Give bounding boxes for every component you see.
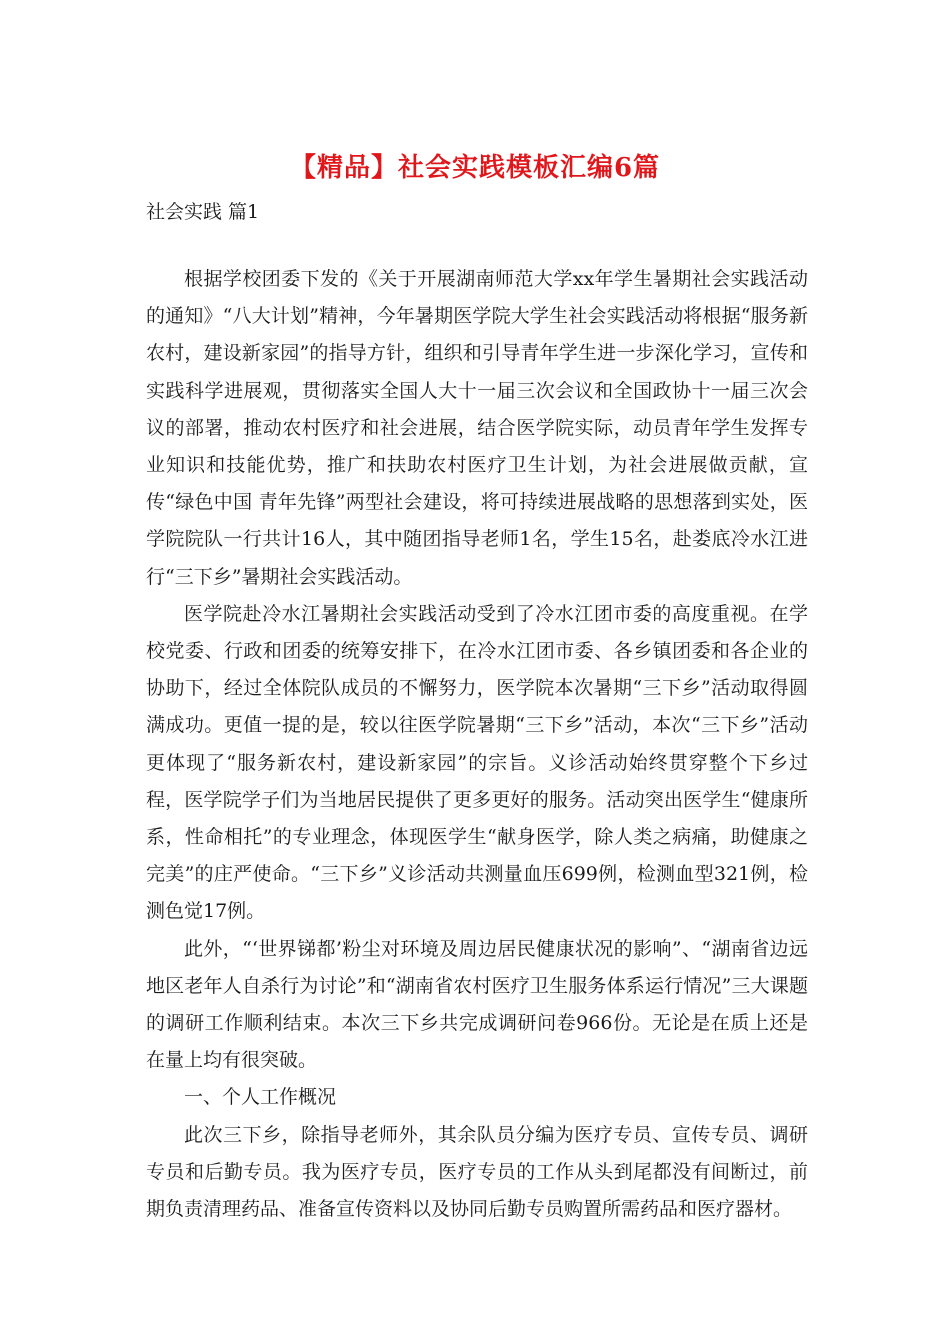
paragraph: 此次三下乡，除指导老师外，其余队员分编为医疗专员、宣传专员、调研专员和后勤专员。我为医疗专员，医疗专员的工作从头到尾都没有间断过，前期负责清理药品、准备宣传资料以及协同后勤专员购置所需药品和医疗器材。 xyxy=(146,1123,808,1221)
paragraph: 此外，“‘世界锑都’粉尘对环境及周边居民健康状况的影响”、“湖南省边远地区老年人自杀行为讨论”和“湖南省农村医疗卫生服务体系运行情况”三大课题的调研工作顺利结束。本次三下乡共完成调研问卷966份。无论是在质上还是在量上均有很突破。 xyxy=(146,937,808,1072)
subsection-heading: 一、个人工作概况 xyxy=(184,1086,337,1109)
section-heading: 社会实践 篇1 xyxy=(146,201,260,223)
paragraph: 医学院赴冷水江暑期社会实践活动受到了冷水江团市委的高度重视。在学校党委、行政和团委的统筹安排下，在冷水江团市委、各乡镇团委和各企业的协助下，经过全体院队成员的不懈努力，医学院本次暑期“三下乡”活动取得圆满成功。更值一提的是，较以往医学院暑期“三下乡”活动，本次“三下乡”活动更体现了“服务新农村，建设新家园”的宗旨。义诊活动始终贯穿整个下乡过程，医学院学子们为当地居民提供了更多更好的服务。活动突出医学生“健康所系，性命相托”的专业理念，体现医学生“献身医学，除人类之病痛，助健康之完美”的庄严使命。“三下乡”义诊活动共测量血压699例，检测血型321例，检测色觉17例。 xyxy=(146,602,808,923)
document-title: 【精品】社会实践模板汇编6篇 xyxy=(289,153,661,183)
document-body xyxy=(146,261,808,1228)
paragraph: 根据学校团委下发的《关于开展湖南师范大学xx年学生暑期社会实践活动的通知》“八大计划”精神，今年暑期医学院大学生社会实践活动将根据“服务新农村，建设新家园”的指导方针，组织和引导青年学生进一步深化学习，宣传和实践科学进展观，贯彻落实全国人大十一届三次会议和全国政协十一届三次会议的部署，推动农村医疗和社会进展，结合医学院实际，动员青年学生发挥专业知识和技能优势，推广和扶助农村医疗卫生计划，为社会进展做贡献，宣传“绿色中国 青年先锋”两型社会建设，将可持续进展战略的思想落到实处，医学院院队一行共计16人，其中随团指导老师1名，学生15名，赴娄底冷水江进行“三下乡”暑期社会实践活动。 xyxy=(146,268,808,588)
